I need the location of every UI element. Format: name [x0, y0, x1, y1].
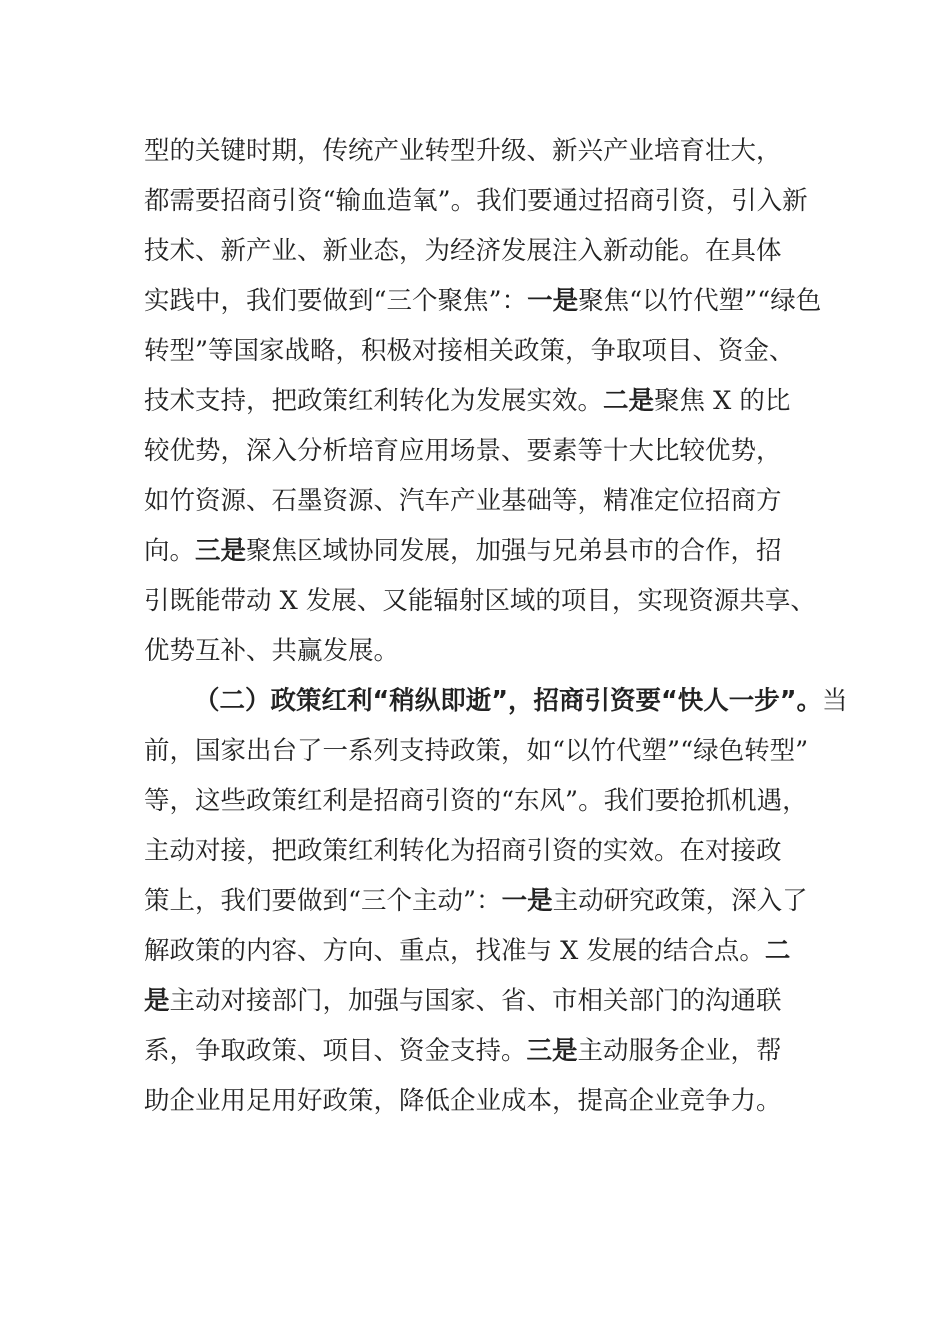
- text-run: 主动对接部门，加强与国家、省、市相关部门的沟通联: [169, 986, 782, 1016]
- text-line: [144, 176, 824, 226]
- bold-text-run: 一是: [527, 286, 579, 316]
- text-run: 优势互补、共赢发展。: [144, 636, 400, 666]
- text-run: 主动研究政策，深入了: [552, 886, 808, 916]
- bold-text-run: 是: [144, 986, 170, 1016]
- text-run: 型的关键时期，传统产业转型升级、新兴产业培育壮大，: [144, 136, 782, 166]
- text-line: [144, 776, 824, 826]
- bold-text-run: （二）政策红利“稍纵即逝”，招商引资要“快人一步”。: [194, 686, 823, 716]
- text-run: 系，争取政策、项目、资金支持。: [144, 1036, 527, 1066]
- text-line: [144, 326, 824, 376]
- text-line: [144, 976, 824, 1026]
- text-run: 技术、新产业、新业态，为经济发展注入新动能。在具体: [144, 236, 782, 266]
- text-run: 向。: [144, 536, 196, 566]
- text-line: [144, 626, 824, 676]
- text-line: [144, 376, 824, 426]
- text-line: [144, 426, 824, 476]
- text-run: 聚焦区域协同发展，加强与兄弟县市的合作，招: [246, 536, 782, 566]
- text-line: [144, 826, 824, 876]
- text-line: [144, 876, 824, 926]
- text-line: [144, 1026, 824, 1076]
- text-line: [144, 476, 824, 526]
- text-line: [144, 676, 848, 726]
- text-line: [144, 926, 824, 976]
- text-run: 技术支持，把政策红利转化为发展实效。: [144, 386, 604, 416]
- text-run: 主动对接，把政策红利转化为招商引资的实效。在对接政: [144, 836, 782, 866]
- text-line: [144, 126, 824, 176]
- text-run: 主动服务企业，帮: [577, 1036, 782, 1066]
- text-line: [144, 226, 824, 276]
- text-run: 转型”等国家战略，积极对接相关政策，争取项目、资金、: [144, 336, 795, 366]
- text-run: 策上，我们要做到“三个主动”：: [144, 886, 502, 916]
- text-run: 都需要招商引资“输血造氧”。我们要通过招商引资，引入新: [144, 186, 808, 216]
- text-line: [144, 526, 824, 576]
- bold-text-run: 三是: [195, 536, 247, 566]
- text-run: 等，这些政策红利是招商引资的“东风”。我们要抢抓机遇，: [144, 786, 808, 816]
- text-run: 引既能带动 X 发展、又能辐射区域的项目，实现资源共享、: [144, 586, 816, 616]
- text-run: 前，国家出台了一系列支持政策，如“以竹代塑”“绿色转型”: [144, 736, 809, 766]
- text-run: 当: [822, 686, 848, 716]
- body-text: [144, 126, 848, 1126]
- text-run: 如竹资源、石墨资源、汽车产业基础等，精准定位招商方: [144, 486, 782, 516]
- text-line: [144, 276, 824, 326]
- bold-text-run: 一是: [501, 886, 553, 916]
- text-run: 助企业用足用好政策，降低企业成本，提高企业竞争力。: [144, 1086, 782, 1116]
- bold-text-run: 二: [764, 936, 791, 966]
- text-run: 较优势，深入分析培育应用场景、要素等十大比较优势，: [144, 436, 782, 466]
- bold-text-run: 三是: [526, 1036, 578, 1066]
- text-run: 解政策的内容、方向、重点，找准与 X 发展的结合点。: [144, 936, 765, 966]
- text-line: [144, 726, 824, 776]
- text-line: [144, 576, 824, 626]
- text-line: [144, 1076, 824, 1126]
- text-run: 聚焦 X 的比: [654, 386, 791, 416]
- text-run: 实践中，我们要做到“三个聚焦”：: [144, 286, 528, 316]
- bold-text-run: 二是: [603, 386, 655, 416]
- text-run: 聚焦“以竹代塑”“绿色: [578, 286, 822, 316]
